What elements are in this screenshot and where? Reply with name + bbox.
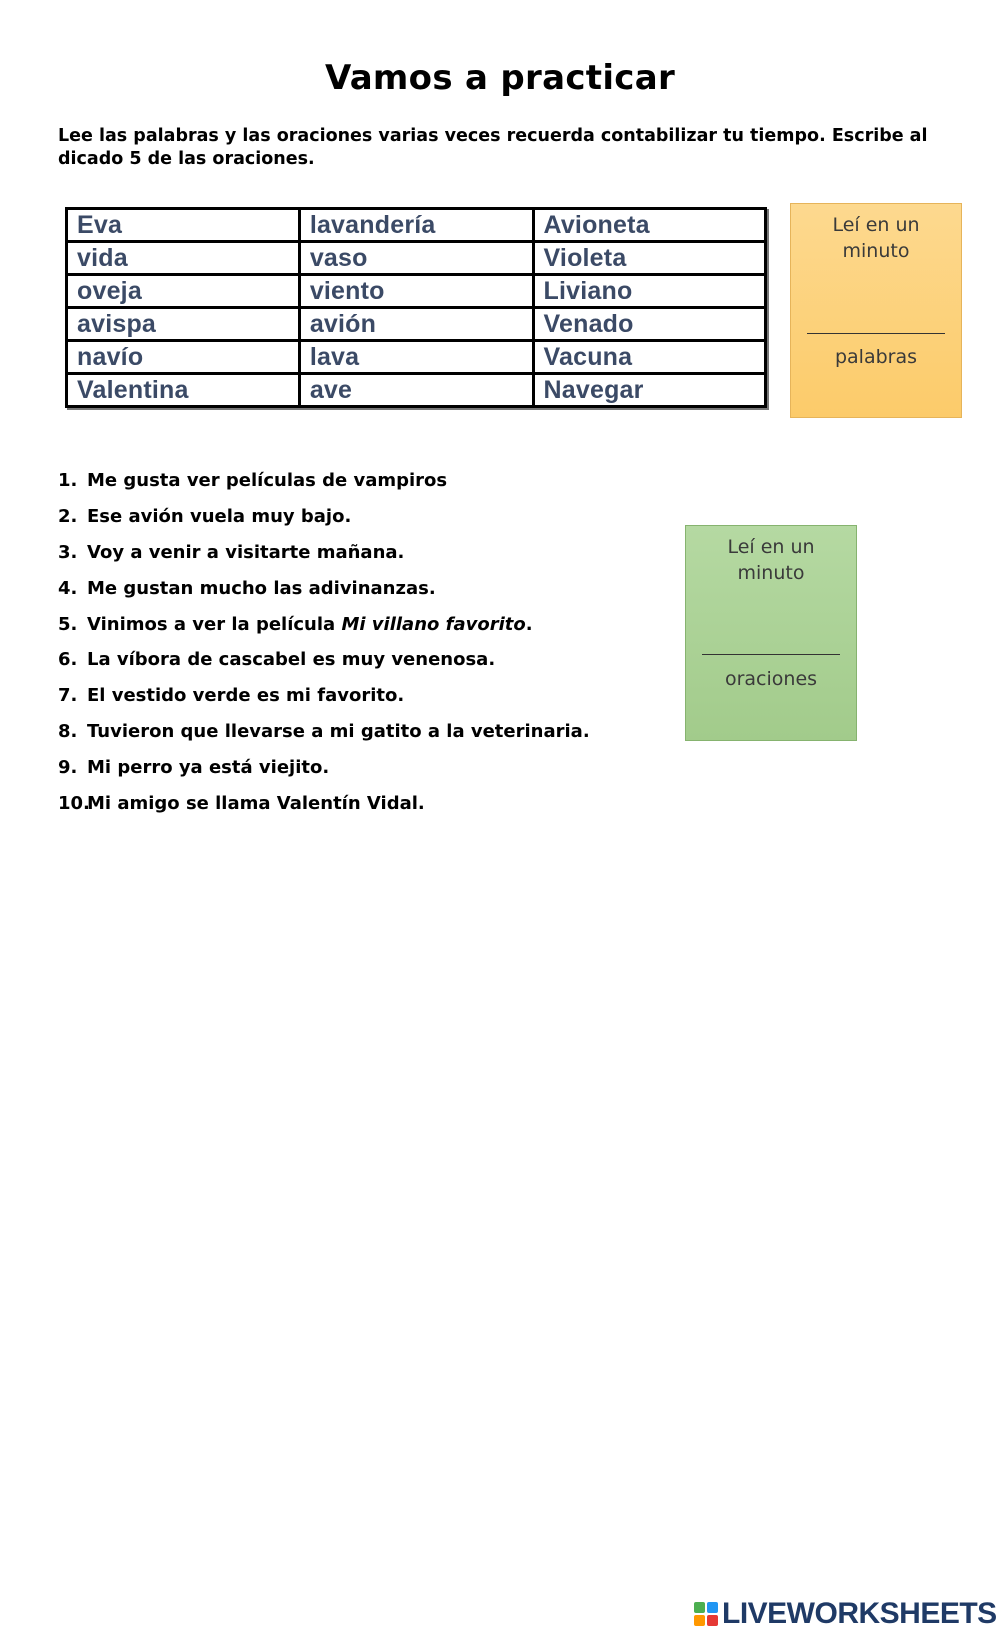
liveworksheets-logo-icon bbox=[694, 1602, 718, 1626]
word-cell: avión bbox=[299, 308, 533, 341]
page-title: Vamos a practicar bbox=[324, 58, 676, 98]
sentence-text: Tuvieron que llevarse a mi gatito a la veterinaria. bbox=[87, 721, 590, 743]
sentence-number: 5. bbox=[58, 613, 78, 635]
sentences-box-heading-line1: Leí en un bbox=[727, 536, 815, 558]
sentence-number: 8. bbox=[58, 721, 78, 743]
sentence-text: Me gustan mucho las adivinanzas. bbox=[87, 577, 436, 599]
word-cell: Navegar bbox=[533, 374, 766, 407]
sentence-text: Mi amigo se llama Valentín Vidal. bbox=[87, 793, 425, 815]
sentence-text-start: Vinimos a ver la película bbox=[87, 613, 342, 635]
list-item bbox=[58, 646, 590, 682]
list-item bbox=[58, 575, 590, 611]
word-cell: vaso bbox=[299, 242, 533, 275]
table-row bbox=[67, 374, 766, 407]
sentence-number: 9. bbox=[58, 757, 78, 779]
liveworksheets-brand bbox=[694, 1597, 997, 1631]
words-per-minute-box bbox=[790, 203, 962, 418]
word-cell: ave bbox=[299, 374, 533, 407]
sentence-number: 6. bbox=[58, 649, 78, 671]
sentences-count-blank[interactable] bbox=[702, 654, 840, 655]
words-box-heading-line2: minuto bbox=[842, 240, 910, 262]
sentences-box-heading-line2: minuto bbox=[737, 562, 805, 584]
sentence-text: La víbora de cascabel es muy venenosa. bbox=[87, 649, 496, 671]
word-cell: vida bbox=[67, 242, 300, 275]
sentence-text: Voy a venir a visitarte mañana. bbox=[87, 541, 405, 563]
sentence-text: Ese avión vuela muy bajo. bbox=[87, 505, 352, 527]
word-cell: Eva bbox=[67, 209, 300, 242]
list-item bbox=[58, 754, 590, 790]
list-item bbox=[58, 682, 590, 718]
sentence-number: 3. bbox=[58, 541, 78, 563]
word-cell: avispa bbox=[67, 308, 300, 341]
word-cell: Valentina bbox=[67, 374, 300, 407]
sentences-box-unit: oraciones bbox=[724, 668, 818, 690]
word-cell: oveja bbox=[67, 275, 300, 308]
word-table bbox=[65, 207, 767, 408]
sentence-text bbox=[87, 611, 533, 647]
word-cell: navío bbox=[67, 341, 300, 374]
sentence-number: 1. bbox=[58, 470, 78, 491]
words-box-unit: palabras bbox=[834, 346, 918, 368]
sentence-text: Mi perro ya está viejito. bbox=[87, 757, 330, 779]
logo-square bbox=[707, 1615, 718, 1626]
table-row bbox=[67, 308, 766, 341]
list-item bbox=[58, 503, 590, 539]
movie-title: Mi villano favorito bbox=[341, 613, 526, 635]
list-item bbox=[58, 611, 590, 647]
word-cell: lavandería bbox=[299, 209, 533, 242]
logo-square bbox=[694, 1615, 705, 1626]
list-item bbox=[58, 539, 590, 575]
sentence-number: 4. bbox=[58, 577, 78, 599]
sentences-per-minute-box bbox=[685, 525, 857, 741]
logo-square bbox=[707, 1602, 718, 1613]
logo-square bbox=[694, 1602, 705, 1613]
sentence-number: 7. bbox=[58, 685, 78, 707]
word-cell: Liviano bbox=[533, 275, 766, 308]
sentence-list bbox=[58, 467, 590, 826]
sentence-number: 2. bbox=[58, 505, 78, 527]
table-row bbox=[67, 242, 766, 275]
word-cell: Avioneta bbox=[533, 209, 766, 242]
table-row bbox=[67, 209, 766, 242]
sentence-text-end: . bbox=[525, 613, 533, 635]
brand-name: LIVEWORKSHEETS bbox=[722, 1597, 997, 1630]
word-cell: viento bbox=[299, 275, 533, 308]
instructions: Lee las palabras y las oraciones varias veces recuerda contabilizar tu tiempo. Escribe al dicado 5 de las oraciones. bbox=[58, 126, 928, 169]
list-item bbox=[58, 790, 590, 826]
table-row bbox=[67, 275, 766, 308]
sentence-text: Me gusta ver películas de vampiros bbox=[87, 470, 448, 491]
sentence-text: El vestido verde es mi favorito. bbox=[87, 685, 405, 707]
word-cell: Vacuna bbox=[533, 341, 766, 374]
words-count-blank[interactable] bbox=[807, 333, 945, 334]
word-cell: Venado bbox=[533, 308, 766, 341]
words-box-heading-line1: Leí en un bbox=[832, 214, 920, 236]
list-item bbox=[58, 718, 590, 754]
table-row bbox=[67, 341, 766, 374]
word-cell: lava bbox=[299, 341, 533, 374]
sentence-number: 10. bbox=[58, 793, 90, 815]
word-cell: Violeta bbox=[533, 242, 766, 275]
list-item bbox=[58, 467, 590, 503]
